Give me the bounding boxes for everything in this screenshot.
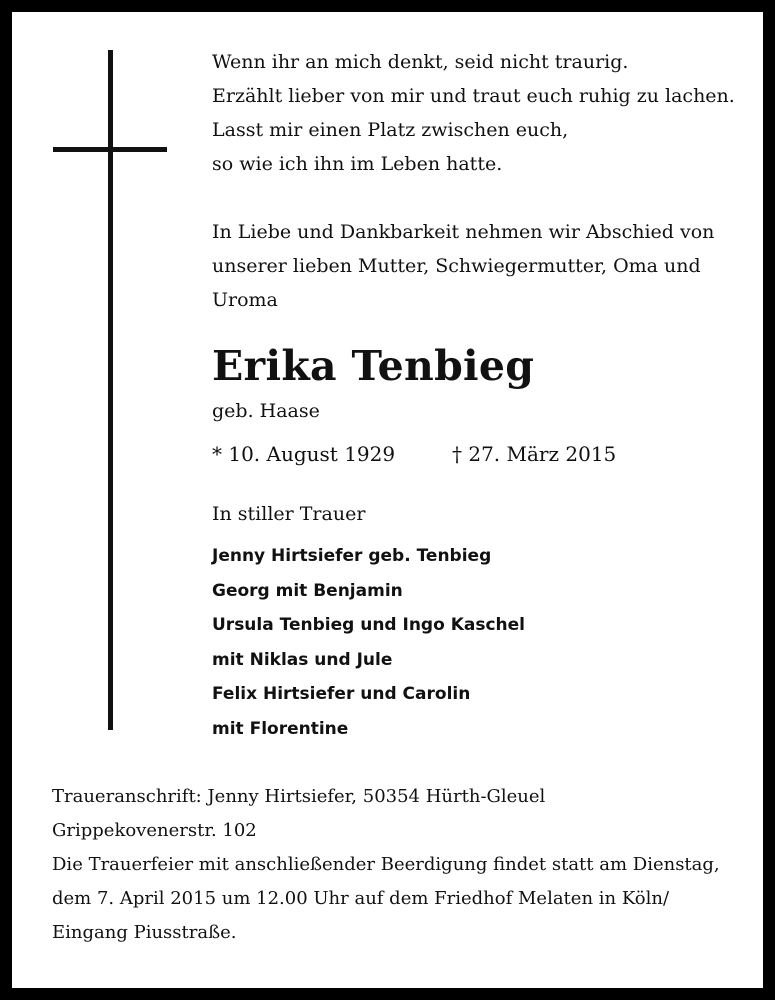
footer-info bbox=[52, 780, 732, 950]
poem-line: so wie ich ihn im Leben hatte. bbox=[212, 153, 503, 175]
death-date: † 27. März 2015 bbox=[452, 442, 617, 466]
farewell-text bbox=[212, 215, 732, 317]
mourner-entry: Felix Hirtsiefer und Carolin bbox=[212, 684, 471, 704]
poem-line: Lasst mir einen Platz zwischen euch, bbox=[212, 119, 569, 141]
ceremony-info: dem 7. April 2015 um 12.00 Uhr auf dem Friedhof Melaten in Köln/ bbox=[52, 888, 670, 909]
cross-horizontal-bar bbox=[53, 147, 167, 152]
poem-line: Wenn ihr an mich denkt, seid nicht traurig. bbox=[212, 51, 629, 73]
cross-vertical-bar bbox=[108, 50, 113, 730]
mourners-list bbox=[212, 539, 525, 746]
mourner-entry: mit Niklas und Jule bbox=[212, 649, 393, 670]
mourner-entry: Ursula Tenbieg und Ingo Kaschel bbox=[212, 615, 525, 635]
deceased-name: Erika Tenbieg bbox=[212, 342, 535, 390]
farewell-line: Uroma bbox=[212, 289, 278, 311]
poem bbox=[212, 45, 735, 181]
ceremony-info: Die Trauerfeier mit anschließender Beerdigung findet statt am Dienstag, bbox=[52, 854, 720, 875]
mourning-address: Traueranschrift: Jenny Hirtsiefer, 50354 Hürth-Gleuel bbox=[52, 786, 546, 807]
farewell-line: In Liebe und Dankbarkeit nehmen wir Abschied von bbox=[212, 221, 715, 243]
ceremony-info: Eingang Piusstraße. bbox=[52, 922, 237, 943]
birth-date: * 10. August 1929 bbox=[212, 442, 396, 466]
birth-name: geb. Haase bbox=[212, 400, 320, 422]
mourner-entry: Jenny Hirtsiefer geb. Tenbieg bbox=[212, 546, 492, 566]
mourner-entry: mit Florentine bbox=[212, 718, 349, 739]
mourner-entry: Georg mit Benjamin bbox=[212, 580, 403, 601]
mourning-label: In stiller Trauer bbox=[212, 503, 366, 525]
mourning-address-street: Grippekovenerstr. 102 bbox=[52, 820, 257, 841]
poem-line: Erzählt lieber von mir und traut euch ruhig zu lachen. bbox=[212, 85, 735, 107]
farewell-line: unserer lieben Mutter, Schwiegermutter, Oma und bbox=[212, 255, 701, 277]
